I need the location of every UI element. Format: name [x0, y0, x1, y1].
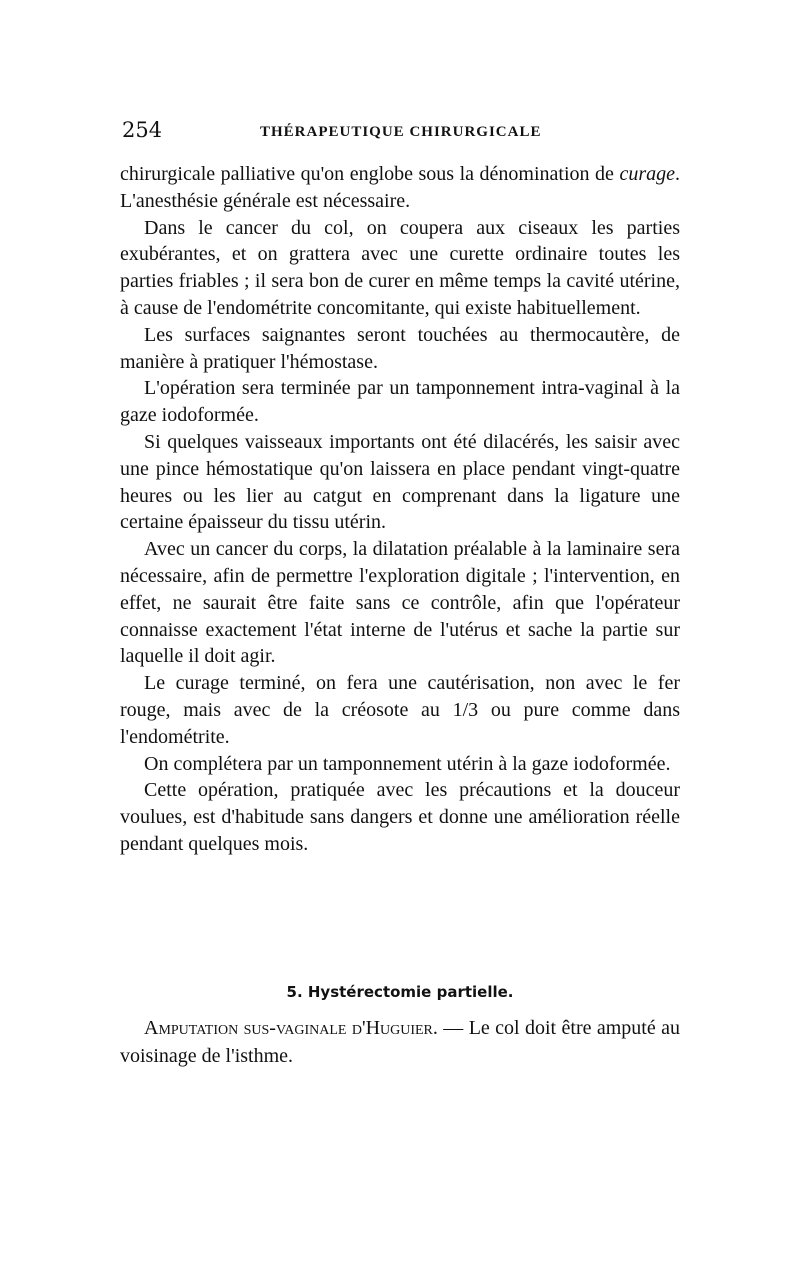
paragraph-7: Le curage terminé, on fera une cautérisation, non avec le fer rouge, mais avec de la créosote au 1/3 ou pure comme dans l'endométrite. — [120, 672, 680, 748]
paragraph-1 — [120, 161, 680, 215]
paragraph-4: L'opération sera terminée par un tamponnement intra-vaginal à la gaze iodoformée. — [120, 377, 680, 427]
paragraph-1-start: chirurgicale palliative qu'on englobe sous la dénomination de — [120, 163, 620, 185]
paragraph-3: Les surfaces saignantes seront touchées au thermocautère, de manière à pratiquer l'hémostase. — [120, 323, 680, 373]
paragraph-2: Dans le cancer du col, on coupera aux ciseaux les parties exubérantes, et on grattera avec une curette ordinaire toutes les parties friables ; il sera bon de curer en même temps la cavité utérine, à cause de l'endométrite concomitante, qui existe habituellement. — [120, 216, 680, 319]
paragraph-8: On complétera par un tamponnement utérin à la gaze iodoformée. — [144, 752, 671, 775]
page-header — [122, 118, 680, 148]
paragraph-10-text: — Le col doit être amputé au voisinage de l'isthme. — [120, 1017, 681, 1067]
paragraph-10-smallcaps: Amputation sus-vaginale d'Huguier. — [144, 1017, 438, 1039]
final-paragraph — [120, 1014, 680, 1070]
paragraph-6: Avec un cancer du corps, la dilatation préalable à la laminaire sera nécessaire, afin de permettre l'exploration digitale ; l'intervention, en effet, ne saurait être faite sans ce contrôle, afin que l'opérateur connaisse exactement l'état interne de l'utérus et sache la partie sur laquelle il doit agir. — [120, 538, 680, 668]
body-text — [120, 161, 680, 858]
page-number: 254 — [122, 118, 163, 142]
paragraph-5: Si quelques vaisseaux importants ont été dilacérés, les saisir avec une pince hémostatique qu'on laissera en place pendant vingt-quatre heures ou les lier au catgut en comprenant dans la ligature une certaine épaisseur du tissu utérin. — [120, 430, 680, 534]
section-heading: 5. Hystérectomie partielle. — [286, 983, 514, 1001]
paragraph-1-italic: curage — [619, 163, 675, 185]
running-title: THÉRAPEUTIQUE CHIRURGICALE — [260, 124, 542, 140]
paragraph-10 — [120, 1014, 680, 1070]
paragraph-1-end: . L'anesthésie générale est nécessaire. — [120, 163, 680, 212]
paragraph-9: Cette opération, pratiquée avec les précautions et la douceur voulues, est d'habitude sans dangers et donne une amélioration réelle pendant quelques mois. — [120, 779, 680, 855]
